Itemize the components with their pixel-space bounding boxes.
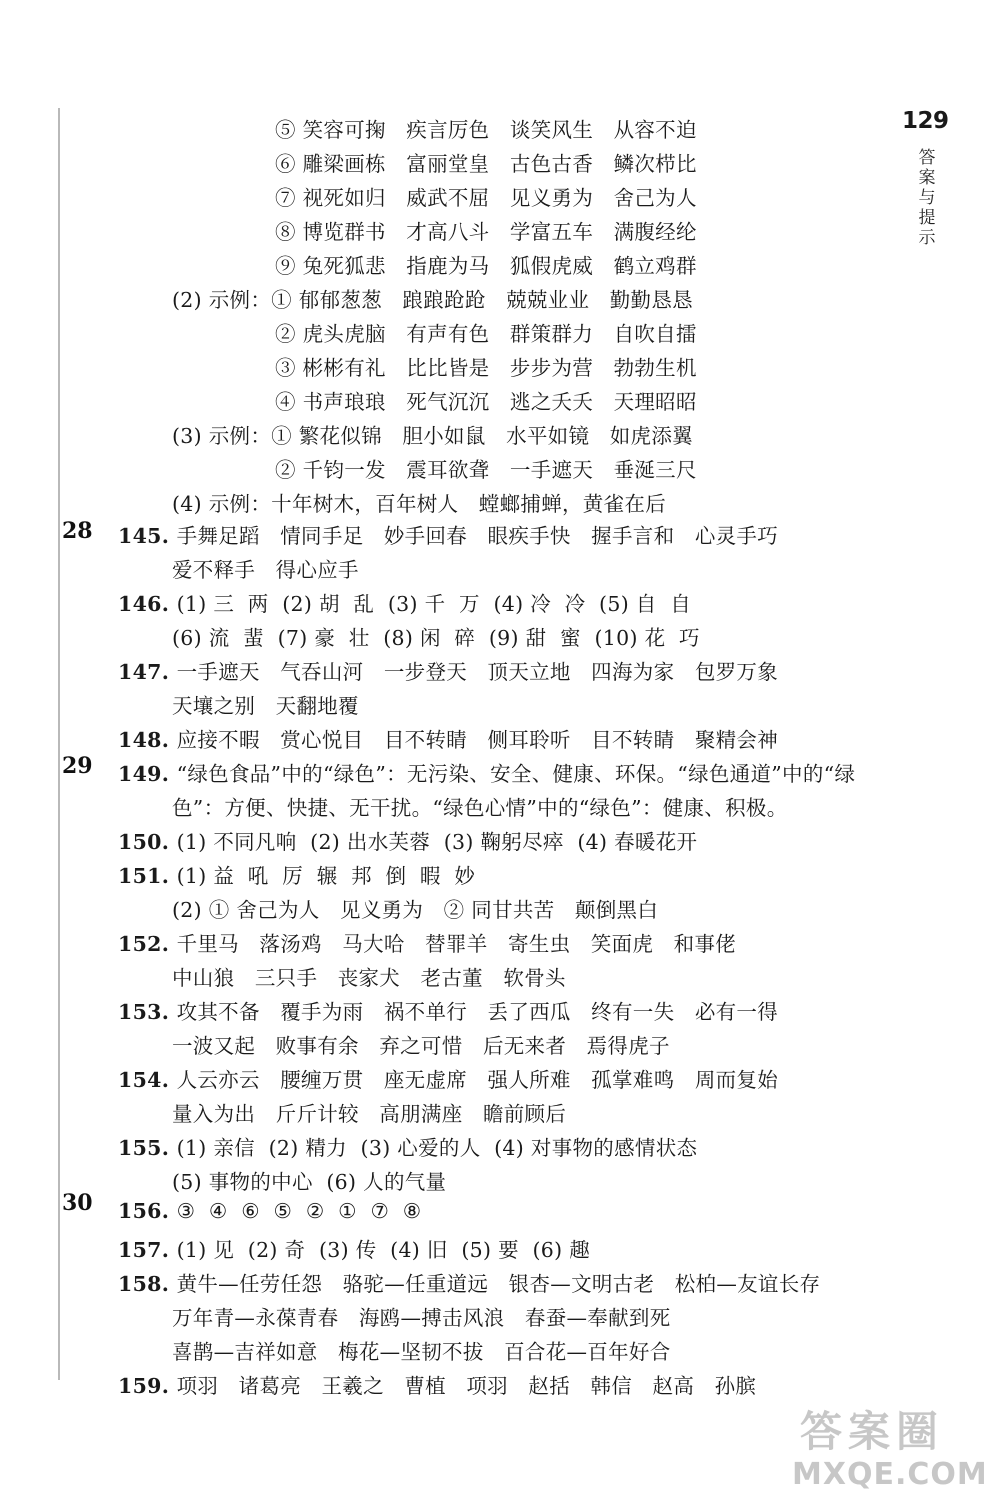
- answer-line: [118, 825, 697, 855]
- question-number: 148.: [118, 728, 177, 752]
- answer-line: [118, 723, 778, 753]
- question-number: 154.: [118, 1068, 177, 1092]
- answer-text: ② 虎头虎脑 有声有色 群策群力 自吹自擂: [275, 322, 697, 346]
- page-number: 129: [902, 108, 949, 134]
- answer-text: ④ 书声琅琅 死气沉沉 逃之夭夭 天理昭昭: [275, 390, 697, 414]
- answer-text: (6) 流 蜚 (7) 豪 壮 (8) 闲 碎 (9) 甜 蜜 (10) 花 巧: [172, 626, 700, 650]
- answer-text: (1) 见 (2) 奇 (3) 传 (4) 旧 (5) 要 (6) 趣: [176, 1238, 591, 1262]
- answer-line: [118, 995, 778, 1025]
- answer-text: (2) 示例：① 郁郁葱葱 踉踉跄跄 兢兢业业 勤勤恳恳: [172, 288, 693, 312]
- answer-line: [118, 757, 855, 787]
- answer-text: 天壤之别 天翻地覆: [172, 694, 359, 718]
- answer-line: [275, 453, 697, 483]
- answer-text: ⑨ 兔死狐悲 指鹿为马 狐假虎威 鹤立鸡群: [275, 254, 697, 278]
- answer-text: 量入为出 斤斤计较 高朋满座 瞻前顾后: [172, 1102, 567, 1126]
- answer-text: 喜鹊—吉祥如意 梅花—坚韧不拔 百合花—百年好合: [172, 1340, 671, 1364]
- answer-line: [275, 113, 697, 143]
- answer-text: 一手遮天 气吞山河 一步登天 顶天立地 四海为家 包罗万象: [176, 660, 779, 684]
- answer-text: ⑤ 笑容可掬 疾言厉色 谈笑风生 从容不迫: [275, 118, 697, 142]
- answer-text: (2) ① 舍己为人 见义勇为 ② 同甘共苦 颠倒黑白: [172, 898, 659, 922]
- side-marker: 29: [62, 753, 93, 779]
- answer-text: (3) 示例：① 繁花似锦 胆小如鼠 水平如镜 如虎添翼: [172, 424, 693, 448]
- answer-line: [118, 927, 736, 957]
- question-number: 158.: [118, 1272, 177, 1296]
- answer-line: [172, 893, 658, 923]
- answer-line: [172, 1301, 671, 1331]
- answer-line: [118, 587, 691, 617]
- answer-text: 万年青—永葆青春 海鸥—搏击风浪 春蚕—奉献到死: [172, 1306, 671, 1330]
- answer-line: [118, 655, 778, 685]
- answer-text: ⑥ 雕梁画栋 富丽堂皇 古色古香 鳞次栉比: [275, 152, 697, 176]
- answer-line: [172, 487, 666, 517]
- question-number: 147.: [118, 660, 177, 684]
- side-marker: 28: [62, 518, 93, 544]
- answer-line: [275, 181, 697, 211]
- answer-line: [172, 1335, 671, 1365]
- question-number: 156.: [118, 1199, 177, 1223]
- answer-text: (1) 亲信 (2) 精力 (3) 心爱的人 (4) 对事物的感情状态: [176, 1136, 698, 1160]
- answer-text: ⑧ 博览群书 才高八斗 学富五车 满腹经纶: [275, 220, 697, 244]
- answer-line: [118, 1369, 756, 1399]
- question-number: 151.: [118, 864, 177, 888]
- question-number: 146.: [118, 592, 177, 616]
- side-marker: 30: [62, 1190, 93, 1216]
- answer-line: [172, 1165, 446, 1195]
- answer-text: 黄牛—任劳任怨 骆驼—任重道远 银杏—文明古老 松柏—友谊长存: [176, 1272, 821, 1296]
- answer-line: [118, 1131, 697, 1161]
- answer-text: 色”：方便、快捷、无干扰。“绿色心情”中的“绿色”：健康、积极。: [172, 796, 788, 820]
- answer-line: [275, 215, 697, 245]
- answer-text: 手舞足蹈 情同手足 妙手回春 眼疾手快 握手言和 心灵手巧: [176, 524, 779, 548]
- answer-text: 一波又起 败事有余 弃之可惜 后无来者 焉得虎子: [172, 1034, 670, 1058]
- answer-line: [118, 859, 475, 889]
- answer-text: 爱不释手 得心应手: [172, 558, 359, 582]
- watermark-top-text: 答案圈: [800, 1407, 945, 1456]
- answer-text: “绿色食品”中的“绿色”：无污染、安全、健康、环保。“绿色通道”中的“绿: [176, 762, 856, 786]
- answer-text: ③ 彬彬有礼 比比皆是 步步为营 勃勃生机: [275, 356, 697, 380]
- question-number: 145.: [118, 524, 177, 548]
- answer-line: [118, 1199, 421, 1223]
- answer-line: [172, 1097, 566, 1127]
- answer-line: [172, 961, 566, 991]
- question-number: 149.: [118, 762, 177, 786]
- answer-line: [172, 621, 700, 651]
- question-number: 157.: [118, 1238, 177, 1262]
- question-number: 155.: [118, 1136, 177, 1160]
- answer-text: (1) 益 吼 厉 辗 邦 倒 暇 妙: [176, 864, 476, 888]
- answer-text: 千里马 落汤鸡 马大哈 替罪羊 寄生虫 笑面虎 和事佬: [176, 932, 737, 956]
- left-margin-rule: [58, 108, 60, 1380]
- answer-text: ② 千钧一发 震耳欲聋 一手遮天 垂涎三尺: [275, 458, 697, 482]
- answer-text: (4) 示例：十年树木，百年树人 螳螂捕蝉，黄雀在后: [172, 492, 667, 516]
- question-number: 153.: [118, 1000, 177, 1024]
- answer-line: [118, 519, 778, 549]
- answer-text: ⑦ 视死如归 威武不屈 见义勇为 舍己为人: [275, 186, 697, 210]
- answer-line: [275, 147, 697, 177]
- answer-line: [275, 385, 697, 415]
- answer-line: [172, 689, 359, 719]
- answer-text: 中山狼 三只手 丧家犬 老古董 软骨头: [172, 966, 566, 990]
- answer-text: 项羽 诸葛亮 王羲之 曹植 项羽 赵括 韩信 赵高 孙膑: [176, 1374, 757, 1398]
- answer-text: (5) 事物的中心 (6) 人的气量: [172, 1170, 447, 1194]
- answer-line: [118, 1233, 590, 1263]
- answer-text: 攻其不备 覆手为雨 祸不单行 丢了西瓜 终有一失 必有一得: [176, 1000, 779, 1024]
- answer-line: [172, 791, 788, 821]
- question-number: 159.: [118, 1374, 177, 1398]
- answer-line: [118, 1063, 778, 1093]
- answer-line: [275, 351, 697, 381]
- answer-line: [275, 249, 697, 279]
- answer-line: [172, 283, 693, 313]
- answer-text: 人云亦云 腰缠万贯 座无虚席 强人所难 孤掌难鸣 周而复始: [176, 1068, 779, 1092]
- question-number: 150.: [118, 830, 177, 854]
- answer-line: [172, 1029, 670, 1059]
- section-label: 答案与提示: [918, 148, 936, 248]
- question-number: 152.: [118, 932, 177, 956]
- answer-line: [275, 317, 697, 347]
- answer-text: (1) 不同凡响 (2) 出水芙蓉 (3) 鞠躬尽瘁 (4) 春暖花开: [176, 830, 698, 854]
- answer-text: ③ ④ ⑥ ⑤ ② ① ⑦ ⑧: [176, 1199, 422, 1223]
- answer-text: (1) 三 两 (2) 胡 乱 (3) 千 万 (4) 冷 冷 (5) 自 自: [176, 592, 692, 616]
- watermark-bottom-text: MXQE.COM: [792, 1457, 988, 1492]
- watermark-logo: [786, 1406, 986, 1494]
- answer-line: [118, 1267, 820, 1297]
- answer-line: [172, 419, 693, 449]
- answer-line: [172, 553, 359, 583]
- answer-text: 应接不暇 赏心悦目 目不转睛 侧耳聆听 目不转睛 聚精会神: [176, 728, 779, 752]
